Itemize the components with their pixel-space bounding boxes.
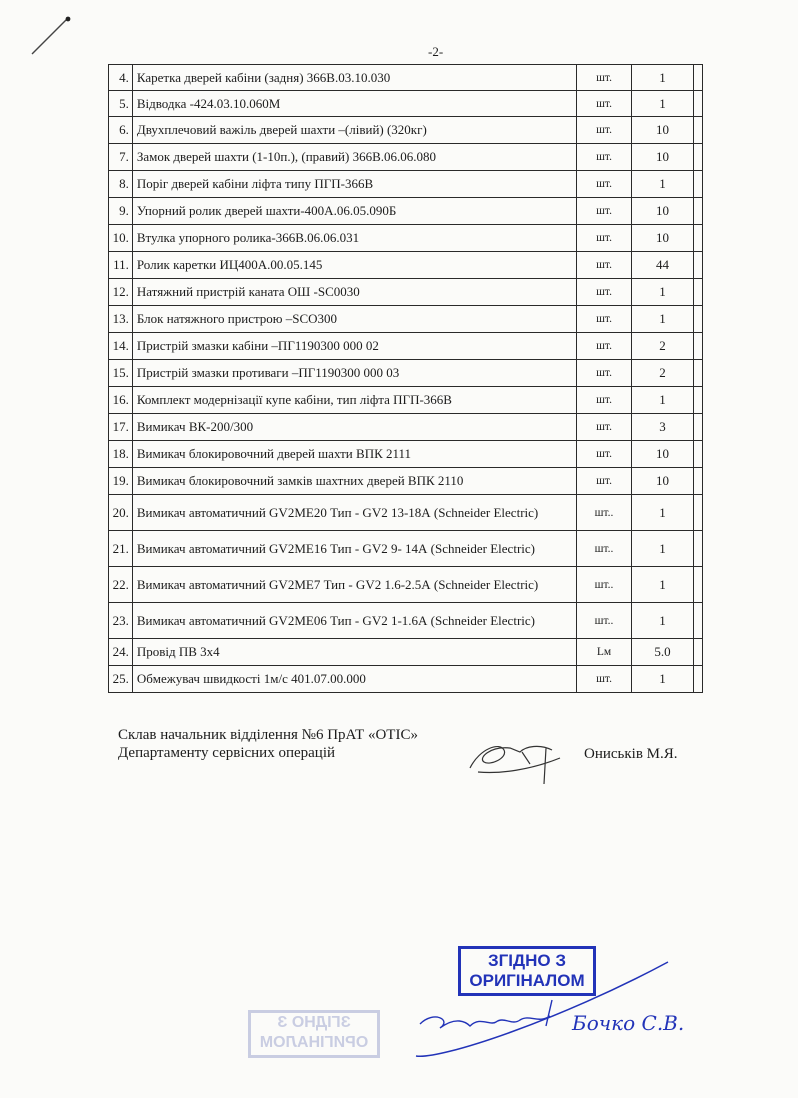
empty-cell — [694, 91, 703, 117]
item-unit: шт. — [577, 117, 632, 144]
item-unit: шт. — [577, 279, 632, 306]
stamp-ghost-line1: ЗГІДНО З — [277, 1014, 351, 1031]
row-number: 14. — [109, 333, 133, 360]
empty-cell — [694, 495, 703, 531]
pen-mark-icon — [28, 10, 78, 60]
row-number: 18. — [109, 441, 133, 468]
table-row — [109, 333, 703, 360]
item-name: Блок натяжного пристрою –SCO300 — [132, 306, 576, 333]
item-quantity: 2 — [631, 333, 693, 360]
row-number: 17. — [109, 414, 133, 441]
table-row — [109, 360, 703, 387]
empty-cell — [694, 666, 703, 693]
row-number: 4. — [109, 65, 133, 91]
item-unit: шт. — [577, 171, 632, 198]
item-quantity: 1 — [631, 387, 693, 414]
signature-block — [118, 726, 418, 762]
empty-cell — [694, 171, 703, 198]
row-number: 21. — [109, 531, 133, 567]
item-quantity: 1 — [631, 666, 693, 693]
table-row — [109, 441, 703, 468]
item-name: Вимикач блокировочний замків шахтних дверей ВПК 2110 — [132, 468, 576, 495]
item-unit: шт.. — [577, 495, 632, 531]
row-number: 19. — [109, 468, 133, 495]
item-name: Пристрій змазки кабіни –ПГ1190300 000 02 — [132, 333, 576, 360]
item-quantity: 1 — [631, 279, 693, 306]
item-name: Упорний ролик дверей шахти-400А.06.05.090Б — [132, 198, 576, 225]
empty-cell — [694, 603, 703, 639]
item-quantity: 10 — [631, 117, 693, 144]
row-number: 8. — [109, 171, 133, 198]
stamp-ghost — [248, 1010, 380, 1058]
item-name: Комплект модернізації купе кабіни, тип ліфта ПГП-366В — [132, 387, 576, 414]
item-unit: шт. — [577, 225, 632, 252]
item-name: Втулка упорного ролика-366В.06.06.031 — [132, 225, 576, 252]
empty-cell — [694, 333, 703, 360]
empty-cell — [694, 468, 703, 495]
stamp-line2: ОРИГІНАЛОМ — [469, 971, 585, 990]
table-row — [109, 117, 703, 144]
item-quantity: 1 — [631, 65, 693, 91]
row-number: 25. — [109, 666, 133, 693]
empty-cell — [694, 387, 703, 414]
row-number: 13. — [109, 306, 133, 333]
item-quantity: 44 — [631, 252, 693, 279]
item-unit: Lм — [577, 639, 632, 666]
item-unit: шт. — [577, 252, 632, 279]
item-unit: шт. — [577, 468, 632, 495]
item-unit: шт. — [577, 144, 632, 171]
author-signature-icon — [460, 728, 580, 788]
page-number: -2- — [428, 44, 444, 59]
empty-cell — [694, 531, 703, 567]
item-name: Обмежувач швидкості 1м/с 401.07.00.000 — [132, 666, 576, 693]
item-quantity: 1 — [631, 603, 693, 639]
item-unit: шт. — [577, 198, 632, 225]
row-number: 10. — [109, 225, 133, 252]
table-row — [109, 144, 703, 171]
author-position: Склав начальник відділення №6 ПрАТ «ОТІС» — [118, 727, 418, 743]
item-name: Вимикач автоматичний GV2ME20 Тип - GV2 13-18А (Schneider Electric) — [132, 495, 576, 531]
row-number: 5. — [109, 91, 133, 117]
item-name: Ролик каретки ИЦ400А.00.05.145 — [132, 252, 576, 279]
item-name: Поріг дверей кабіни ліфта типу ПГП-366В — [132, 171, 576, 198]
item-unit: шт.. — [577, 603, 632, 639]
table-row — [109, 306, 703, 333]
empty-cell — [694, 65, 703, 91]
item-unit: шт. — [577, 91, 632, 117]
item-quantity: 1 — [631, 306, 693, 333]
item-unit: шт. — [577, 65, 632, 91]
item-unit: шт. — [577, 333, 632, 360]
empty-cell — [694, 414, 703, 441]
item-quantity: 3 — [631, 414, 693, 441]
row-number: 9. — [109, 198, 133, 225]
item-name: Замок дверей шахти (1-10п.), (правий) 366В.06.06.080 — [132, 144, 576, 171]
row-number: 20. — [109, 495, 133, 531]
empty-cell — [694, 225, 703, 252]
row-number: 12. — [109, 279, 133, 306]
row-number: 24. — [109, 639, 133, 666]
table-row — [109, 252, 703, 279]
empty-cell — [694, 144, 703, 171]
row-number: 11. — [109, 252, 133, 279]
empty-cell — [694, 198, 703, 225]
row-number: 15. — [109, 360, 133, 387]
item-quantity: 5.0 — [631, 639, 693, 666]
items-table — [108, 64, 703, 693]
item-unit: шт. — [577, 414, 632, 441]
item-quantity: 1 — [631, 91, 693, 117]
table-row — [109, 468, 703, 495]
table-row — [109, 639, 703, 666]
item-name: Вимикач ВК-200/300 — [132, 414, 576, 441]
item-name: Пристрій змазки противаги –ПГ1190300 000 03 — [132, 360, 576, 387]
item-quantity: 10 — [631, 144, 693, 171]
item-quantity: 10 — [631, 198, 693, 225]
item-quantity: 10 — [631, 441, 693, 468]
certifier-signature-text: Бочко С.В. — [572, 1011, 685, 1035]
item-name: Двухплечовий важіль дверей шахти –(лівий) (320кг) — [132, 117, 576, 144]
empty-cell — [694, 441, 703, 468]
table-row — [109, 65, 703, 91]
table-row — [109, 666, 703, 693]
item-quantity: 1 — [631, 171, 693, 198]
row-number: 16. — [109, 387, 133, 414]
table-row — [109, 225, 703, 252]
item-unit: шт. — [577, 441, 632, 468]
empty-cell — [694, 252, 703, 279]
row-number: 7. — [109, 144, 133, 171]
item-name: Каретка дверей кабіни (задня) 366В.03.10.030 — [132, 65, 576, 91]
row-number: 23. — [109, 603, 133, 639]
stamp-ghost-line2: ОРИГІНАЛОМ — [259, 1034, 369, 1051]
item-quantity: 1 — [631, 495, 693, 531]
item-name: Провід ПВ 3х4 — [132, 639, 576, 666]
table-row — [109, 171, 703, 198]
item-quantity: 1 — [631, 567, 693, 603]
table-row — [109, 279, 703, 306]
table-row — [109, 603, 703, 639]
table-row — [109, 531, 703, 567]
item-name: Вимикач автоматичний GV2ME7 Тип - GV2 1.6-2.5А (Schneider Electric) — [132, 567, 576, 603]
table-row — [109, 387, 703, 414]
item-quantity: 1 — [631, 531, 693, 567]
empty-cell — [694, 117, 703, 144]
row-number: 6. — [109, 117, 133, 144]
item-unit: шт. — [577, 387, 632, 414]
author-department: Департаменту сервісних операцій — [118, 745, 336, 761]
empty-cell — [694, 306, 703, 333]
item-unit: шт. — [577, 306, 632, 333]
item-unit: шт. — [577, 666, 632, 693]
item-name: Вимикач автоматичний GV2ME16 Тип - GV2 9- 14А (Schneider Electric) — [132, 531, 576, 567]
certifier-signature-icon — [400, 960, 720, 1070]
row-number: 22. — [109, 567, 133, 603]
item-name: Відводка -424.03.10.060М — [132, 91, 576, 117]
item-quantity: 2 — [631, 360, 693, 387]
empty-cell — [694, 639, 703, 666]
item-unit: шт.. — [577, 531, 632, 567]
item-unit: шт. — [577, 360, 632, 387]
empty-cell — [694, 567, 703, 603]
stamp-line1: ЗГІДНО З — [488, 951, 566, 970]
empty-cell — [694, 279, 703, 306]
item-name: Натяжний пристрій каната ОШ -SC0030 — [132, 279, 576, 306]
table-row — [109, 495, 703, 531]
item-quantity: 10 — [631, 225, 693, 252]
table-row — [109, 91, 703, 117]
item-name: Вимикач блокировочний дверей шахти ВПК 2111 — [132, 441, 576, 468]
table-row — [109, 198, 703, 225]
table-row — [109, 567, 703, 603]
item-quantity: 10 — [631, 468, 693, 495]
signer-name: Ониськів М.Я. — [584, 746, 678, 762]
item-name: Вимикач автоматичний GV2ME06 Тип - GV2 1-1.6А (Schneider Electric) — [132, 603, 576, 639]
table-row — [109, 414, 703, 441]
item-unit: шт.. — [577, 567, 632, 603]
empty-cell — [694, 360, 703, 387]
